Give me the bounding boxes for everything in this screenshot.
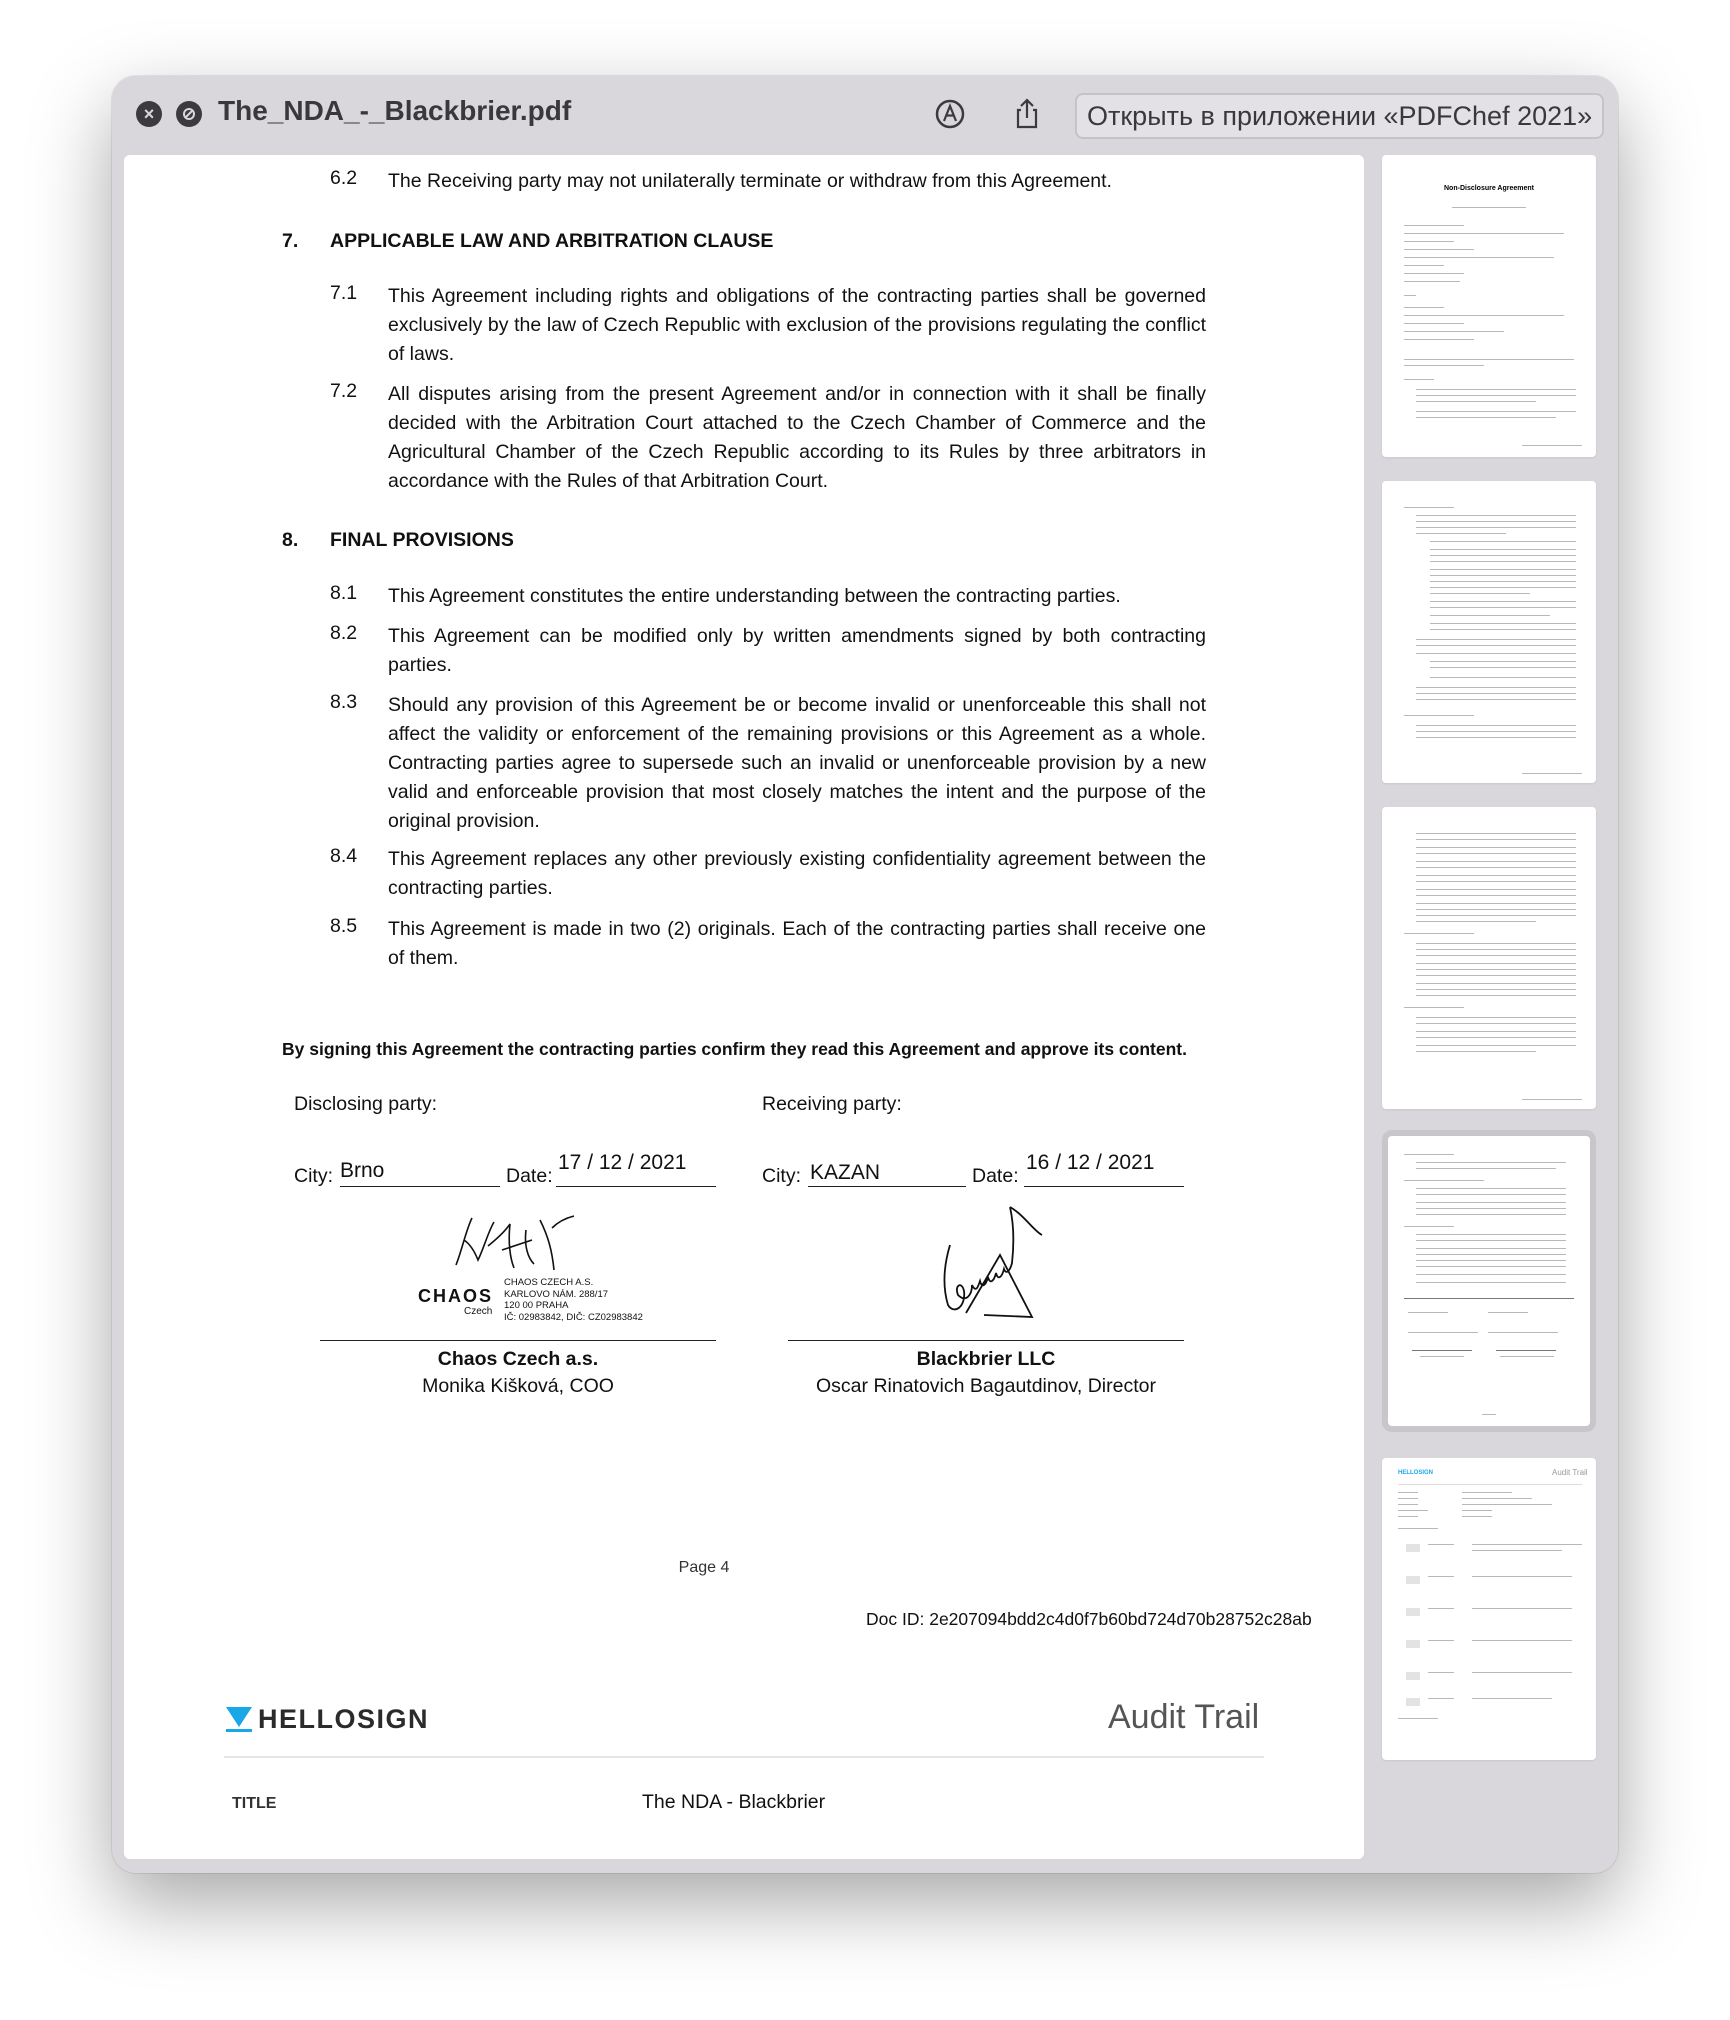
clause-text: This Agreement is made in two (2) originals. Each of the contracting parties shall receive one of them. — [388, 918, 1206, 969]
thumb-line — [1404, 273, 1464, 274]
thumb-line — [1408, 1312, 1448, 1313]
thumb-line — [1430, 541, 1576, 542]
company-name: Blackbrier LLC — [916, 1348, 1056, 1370]
thumb-line — [1404, 225, 1464, 226]
thumb-line — [1416, 847, 1576, 848]
thumb-line — [1416, 411, 1576, 412]
thumb-line — [1500, 1356, 1554, 1357]
thumb-line — [1416, 1031, 1576, 1032]
thumb-line — [1416, 1254, 1566, 1255]
section-title: FINAL PROVISIONS — [330, 529, 514, 551]
city-line — [808, 1186, 966, 1187]
thumb-line — [1416, 839, 1576, 840]
date-line — [556, 1186, 716, 1187]
thumb-line — [1404, 295, 1416, 296]
share-icon[interactable] — [1009, 96, 1045, 132]
date-value: 16 / 12 / 2021 — [1026, 1151, 1155, 1174]
thumb-line — [1472, 1550, 1562, 1551]
thumb-line — [1416, 989, 1576, 990]
receiving-signature — [914, 1195, 1054, 1325]
thumb-line — [1398, 1498, 1418, 1499]
thumb-line — [1416, 639, 1576, 640]
thumb-line — [1404, 233, 1564, 234]
thumb-line — [1416, 389, 1576, 390]
thumb-line — [1430, 575, 1576, 576]
thumb-line — [1416, 1017, 1576, 1018]
thumb-line — [1416, 515, 1576, 516]
date-value: 17 / 12 / 2021 — [558, 1151, 687, 1174]
clause-number: 6.2 — [330, 167, 358, 189]
window-title: The_NDA_-_Blackbrier.pdf — [218, 95, 572, 126]
thumb-line — [1416, 1214, 1566, 1215]
thumb-line — [1416, 1248, 1566, 1249]
thumb-line — [1416, 731, 1576, 732]
thumb-line — [1412, 1350, 1472, 1351]
clause-number: 8.2 — [330, 622, 358, 644]
thumb-line — [1404, 265, 1444, 266]
thumb-line — [1398, 1516, 1418, 1517]
thumb-line — [1472, 1640, 1572, 1641]
thumb-line — [1416, 963, 1576, 964]
thumb-line — [1430, 629, 1576, 630]
thumb-line — [1416, 1037, 1576, 1038]
date-label: Date: — [506, 1165, 553, 1187]
stamp-line: KARLOVO NÁM. 288/17 — [504, 1288, 609, 1300]
thumbnail-sidebar — [1382, 155, 1602, 1865]
thumb-line — [1416, 909, 1576, 910]
thumb-line — [1462, 1504, 1552, 1505]
city-line — [340, 1186, 500, 1187]
company-name: Chaos Czech a.s. — [437, 1348, 599, 1370]
clause-number: 8.4 — [330, 845, 358, 867]
signing-statement: By signing this Agreement the contracting parties confirm they read this Agreement and approve its content. — [282, 1039, 1187, 1059]
thumb-line — [1416, 645, 1576, 646]
thumb-line — [1496, 1350, 1556, 1351]
thumb-line — [1416, 1045, 1576, 1046]
thumb-line — [1404, 1154, 1454, 1155]
thumb-line — [1416, 527, 1576, 528]
thumb-line — [1416, 1051, 1536, 1052]
thumb-line — [1416, 895, 1576, 896]
thumb-line — [1462, 1510, 1492, 1511]
thumb-line — [1430, 581, 1576, 582]
thumb-line — [1404, 1298, 1574, 1299]
thumb-line — [1416, 975, 1576, 976]
thumb-line — [1472, 1576, 1572, 1577]
stamp-line: 120 00 PRAHA — [504, 1300, 569, 1311]
thumb-line — [1416, 737, 1576, 738]
thumb-line — [1416, 1234, 1566, 1235]
thumb-line — [1472, 1672, 1572, 1673]
thumb-line — [1462, 1492, 1512, 1493]
thumb-line — [1406, 1544, 1420, 1552]
audit-trail-heading: Audit Trail — [1108, 1698, 1260, 1736]
signer-name: Oscar Rinatovich Bagautdinov, Director — [816, 1375, 1156, 1397]
thumb-line — [1428, 1576, 1454, 1577]
thumb-line — [1416, 417, 1556, 418]
thumb-line — [1404, 933, 1474, 934]
thumb-line — [1404, 1180, 1484, 1181]
page-thumbnail-2[interactable] — [1382, 481, 1596, 783]
page-thumbnail-5[interactable] — [1382, 1458, 1596, 1760]
disclosing-signature — [444, 1210, 584, 1280]
thumb-line — [1416, 853, 1576, 854]
thumb-line — [1404, 359, 1574, 360]
thumb-line — [1416, 521, 1576, 522]
thumb-line — [1416, 995, 1576, 996]
thumb-line — [1404, 1007, 1464, 1008]
thumb-line — [1416, 969, 1576, 970]
thumb-line — [1404, 257, 1554, 258]
thumb-line — [1408, 1332, 1478, 1333]
thumb-line — [1428, 1698, 1454, 1699]
section-number: 8. — [282, 529, 299, 551]
thumb-line — [1416, 1162, 1566, 1163]
thumb-line — [1416, 1194, 1566, 1195]
thumb-line — [1416, 1282, 1566, 1283]
thumb-line — [1416, 653, 1576, 654]
thumb-line — [1404, 281, 1460, 282]
thumb-line — [1488, 1312, 1528, 1313]
slash-icon — [181, 106, 197, 122]
thumb-line — [1416, 881, 1576, 882]
thumb-line — [1428, 1640, 1454, 1641]
stamp-logo: CHAOS — [418, 1286, 494, 1306]
thumb-line — [1404, 315, 1564, 316]
thumb-line — [1430, 593, 1530, 594]
thumb-line — [1430, 555, 1576, 556]
page-thumbnail-3[interactable] — [1382, 807, 1596, 1109]
thumb-line — [1488, 1332, 1558, 1333]
clause-text: This Agreement including rights and obligations of the contracting parties shall be governed exclusively by the law of Czech Republic with exclusion of the provisions regulating the conflict of laws. — [388, 285, 1206, 365]
city-value: KAZAN — [810, 1161, 881, 1184]
thumb-line — [1420, 1356, 1464, 1357]
thumb-line — [1416, 693, 1576, 694]
thumb-line — [1522, 445, 1582, 446]
thumb-line — [1416, 1202, 1566, 1203]
thumb-line — [1416, 1188, 1566, 1189]
page-number: Page 4 — [678, 1559, 730, 1576]
thumb-line — [1416, 921, 1536, 922]
thumb-line — [1416, 875, 1576, 876]
thumb-line — [1404, 307, 1444, 308]
thumb-line — [1416, 943, 1576, 944]
open-in-app-button[interactable]: Открыть в приложении «PDFChef 2021» — [1075, 93, 1604, 139]
thumb-line — [1430, 623, 1576, 624]
stamp-sub: Czech — [464, 1306, 493, 1317]
thumb-line — [1430, 601, 1576, 602]
signature-line — [788, 1340, 1184, 1341]
thumb-line — [1406, 1576, 1420, 1584]
close-icon[interactable]: × — [136, 101, 162, 127]
thumb-line — [1416, 903, 1576, 904]
audit-title-value: The NDA - Blackbrier — [642, 1791, 826, 1813]
stamp-details — [504, 1277, 643, 1323]
signature-line — [320, 1340, 716, 1341]
receiving-party-label: Receiving party: — [762, 1093, 902, 1115]
thumb-title: Non-Disclosure Agreement — [1444, 185, 1534, 192]
date-line — [1024, 1186, 1184, 1187]
clause-number: 7.2 — [330, 380, 358, 402]
thumb-line — [1416, 955, 1576, 956]
thumb-line — [1452, 207, 1526, 208]
doc-id: Doc ID: 2e207094bdd2c4d0f7b60bd724d70b28752c28ab — [866, 1609, 1312, 1629]
thumb-line — [1416, 833, 1576, 834]
thumb-line — [1404, 241, 1454, 242]
title-bar — [112, 76, 1618, 152]
thumb-line — [1416, 687, 1576, 688]
thumb-line — [1406, 1640, 1420, 1648]
thumb-line — [1430, 561, 1576, 562]
thumb-line — [1430, 549, 1576, 550]
thumb-line — [1404, 365, 1484, 366]
thumb-brand: HELLOSIGN — [1398, 1470, 1434, 1476]
thumb-line — [1416, 533, 1506, 534]
thumb-line — [1428, 1544, 1454, 1545]
thumb-line — [1416, 949, 1576, 950]
thumb-line — [1416, 1260, 1566, 1261]
clause-text: This Agreement can be modified only by written amendments signed by both contracting parties. — [388, 625, 1206, 676]
thumb-line — [1404, 715, 1474, 716]
thumb-line — [1430, 677, 1576, 678]
clause-text: This Agreement constitutes the entire understanding between the contracting parties. — [388, 585, 1121, 607]
thumb-line — [1398, 1718, 1438, 1719]
section-title: APPLICABLE LAW AND ARBITRATION CLAUSE — [330, 230, 774, 252]
city-label: City: — [762, 1165, 801, 1187]
city-value: Brno — [340, 1159, 385, 1182]
thumb-line — [1472, 1608, 1572, 1609]
thumb-line — [1416, 1266, 1566, 1267]
thumb-line — [1416, 725, 1576, 726]
thumb-line — [1416, 699, 1576, 700]
thumb-heading: Audit Trail — [1552, 1468, 1588, 1477]
thumb-line — [1406, 1698, 1420, 1706]
thumb-line — [1462, 1516, 1492, 1517]
thumb-line — [1428, 1672, 1454, 1673]
thumb-line — [1430, 569, 1576, 570]
thumb-line — [1398, 1492, 1418, 1493]
hellosign-brand: HELLOSIGN — [258, 1704, 430, 1734]
hide-icon[interactable] — [176, 101, 202, 127]
hellosign-logo-icon — [224, 1705, 254, 1733]
pdf-page — [124, 155, 1364, 1859]
city-label: City: — [294, 1165, 333, 1187]
thumb-line — [1416, 1240, 1566, 1241]
clause-text: This Agreement replaces any other previously existing confidentiality agreement between the contracting parties. — [388, 848, 1206, 899]
thumb-line — [1462, 1498, 1532, 1499]
clause-text: All disputes arising from the present Agreement and/or in connection with it shall be finally decided with the Arbitration Court attached to the Czech Chamber of Commerce and the Agricultural Chamber of the Czech Republic according to its Rules by three arbitrators in accordance with the Rules of that Arbitration Court. — [388, 383, 1206, 492]
thumb-line — [1472, 1698, 1552, 1699]
audit-divider — [224, 1756, 1264, 1758]
thumb-line — [1406, 1608, 1420, 1616]
clause-number: 7.1 — [330, 282, 358, 304]
thumb-line — [1416, 395, 1576, 396]
disclosing-party-label: Disclosing party: — [294, 1093, 438, 1115]
thumb-line — [1430, 587, 1576, 588]
clause-number: 8.1 — [330, 582, 358, 604]
date-label: Date: — [972, 1165, 1019, 1187]
thumb-line — [1416, 1208, 1566, 1209]
thumb-line — [1416, 861, 1576, 862]
audit-title-label: TITLE — [232, 1795, 277, 1812]
stamp-line: IČ: 02983842, DIČ: CZ02983842 — [504, 1311, 643, 1323]
thumb-line — [1472, 1544, 1582, 1545]
thumb-line — [1404, 1226, 1454, 1227]
clause-number: 8.5 — [330, 915, 358, 937]
thumb-line — [1398, 1484, 1582, 1485]
thumb-line — [1416, 401, 1536, 402]
clause-text: The Receiving party may not unilaterally terminate or withdraw from this Agreement. — [388, 170, 1112, 192]
clause-number: 8.3 — [330, 691, 358, 713]
thumb-line — [1398, 1528, 1438, 1529]
page-thumbnail-4-selected[interactable] — [1388, 1136, 1590, 1426]
clause-text: Should any provision of this Agreement be or become invalid or unenforceable this shall not affect the validity or enforcement of the remaining provisions or this Agreement as a whole. Contracting parties agree to supersede such an invalid or unenforceable provision by a new valid and enforceable provision that most closely matches the intent and the purpose of the original provision. — [388, 694, 1206, 832]
thumb-line — [1416, 915, 1576, 916]
thumb-line — [1404, 249, 1474, 250]
thumb-line — [1416, 1023, 1576, 1024]
thumb-line — [1430, 667, 1576, 668]
thumb-line — [1404, 507, 1454, 508]
thumb-line — [1430, 615, 1550, 616]
thumb-line — [1404, 323, 1464, 324]
thumb-line — [1404, 339, 1474, 340]
stamp-line: CHAOS CZECH A.S. — [504, 1277, 594, 1288]
thumb-line — [1416, 889, 1576, 890]
section-number: 7. — [282, 230, 299, 252]
thumb-line — [1398, 1504, 1418, 1505]
thumb-line — [1428, 1608, 1454, 1609]
markup-icon[interactable] — [932, 96, 968, 132]
thumb-line — [1430, 661, 1576, 662]
thumb-line — [1416, 1274, 1566, 1275]
thumb-line — [1430, 607, 1576, 608]
signer-name: Monika Kišková, COO — [422, 1375, 614, 1397]
thumb-line — [1406, 1672, 1420, 1680]
thumb-line — [1404, 379, 1434, 380]
page-thumbnail-1[interactable] — [1382, 155, 1596, 457]
thumb-line — [1416, 867, 1576, 868]
thumb-line — [1416, 983, 1576, 984]
thumb-line — [1398, 1510, 1428, 1511]
thumb-line — [1404, 331, 1504, 332]
thumb-line — [1416, 1168, 1556, 1169]
thumb-line — [1522, 1099, 1582, 1100]
thumb-line — [1482, 1414, 1496, 1415]
thumb-line — [1522, 773, 1582, 774]
pdf-viewer-window — [112, 76, 1618, 1873]
